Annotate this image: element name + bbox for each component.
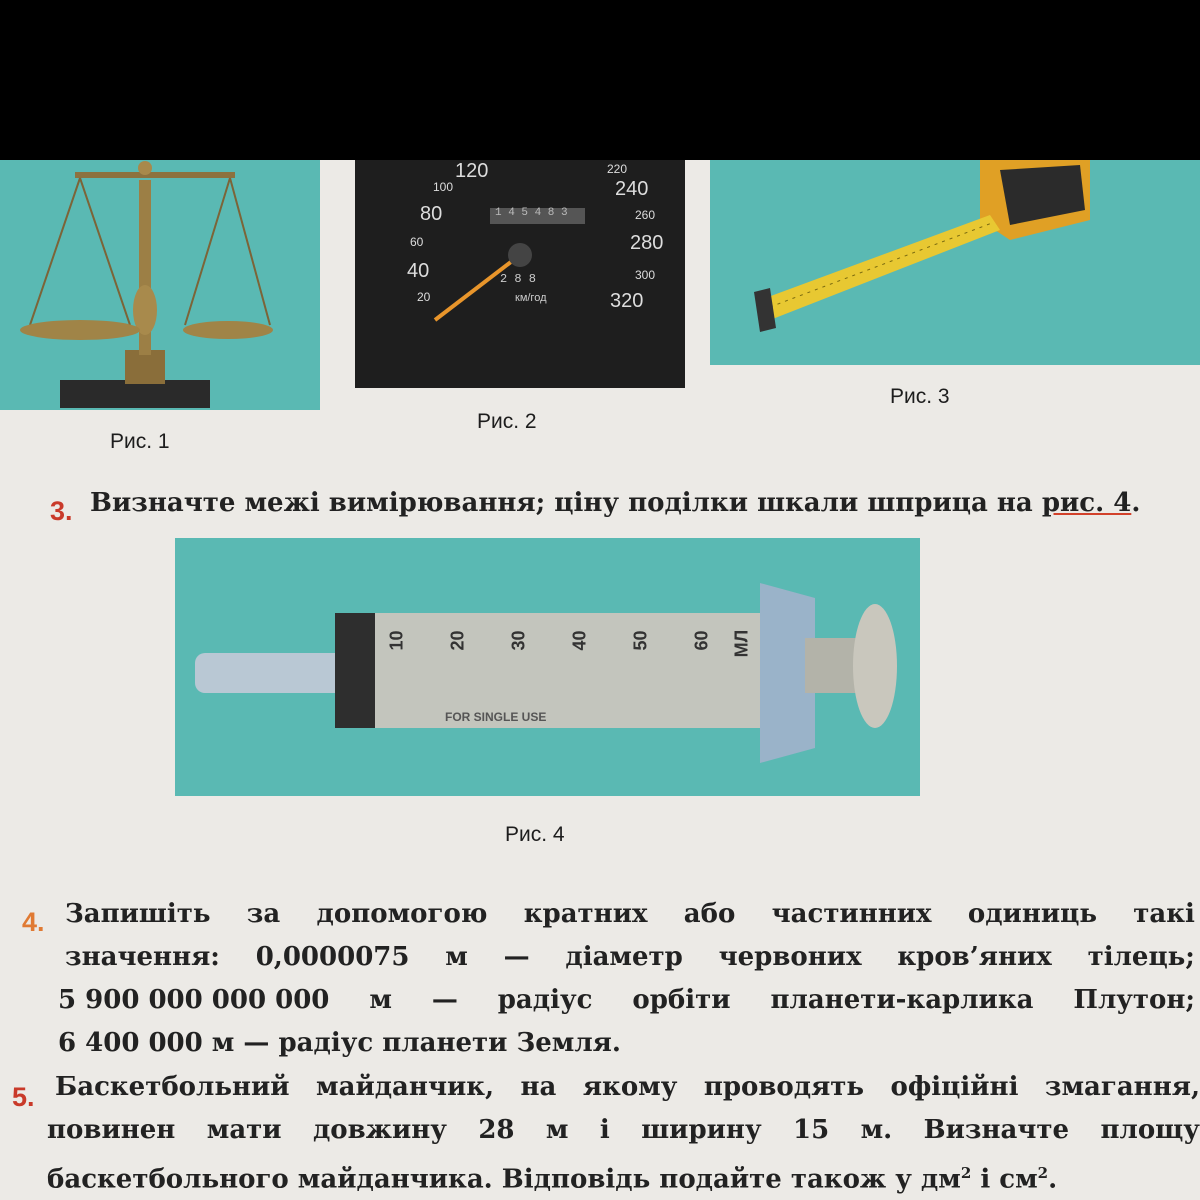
figure-1-scales: [0, 160, 320, 410]
speed-tick-60: 60: [410, 235, 424, 249]
task-4-line-2: значення: 0,0000075 м — діаметр червоних кров’яних тілець;: [65, 942, 1195, 972]
task-3-figure-ref: рис. 4: [1041, 488, 1132, 518]
syringe-mark-10: 10: [386, 630, 407, 651]
syringe-unit-label: МЛ: [731, 629, 752, 658]
syringe-mark-40: 40: [569, 630, 590, 651]
task-4-line-1: Запишіть за допомогою кратних або частинних одиниць такі: [65, 899, 1195, 929]
task-4-line-3: 5 900 000 000 000 м — радіус орбіти планети-карлика Плутон;: [58, 985, 1195, 1015]
task-4-number: 4.: [22, 907, 45, 937]
figure-3-caption: Рис. 3: [890, 385, 950, 408]
speed-tick-280: 280: [630, 232, 664, 254]
figure-2-speedometer: [355, 160, 685, 388]
speed-tick-260: 260: [635, 208, 656, 222]
speed-tick-320: 320: [610, 290, 644, 312]
task-5-text: [47, 1066, 1200, 1200]
speed-tick-220: 220: [607, 162, 628, 176]
figure-4-caption: Рис. 4: [505, 823, 565, 846]
task-4-text: [58, 893, 1195, 1065]
speed-tick-240: 240: [615, 178, 649, 200]
speed-tick-120: 120: [455, 160, 489, 182]
speed-tick-40: 40: [407, 260, 430, 282]
figure-4-syringe: [175, 538, 920, 796]
task-3-end: .: [1131, 488, 1141, 518]
syringe-imprint: FOR SINGLE USE: [445, 710, 547, 724]
syringe-mark-30: 30: [508, 630, 529, 651]
speed-tick-20: 20: [417, 290, 431, 304]
figure-3-tape-measure: [710, 160, 1200, 365]
task-3-body: Визначте межі вимірювання; ціну поділки шкали шприца на: [90, 488, 1033, 518]
figure-2-caption: Рис. 2: [477, 410, 537, 433]
speed-tick-300: 300: [635, 268, 656, 282]
trip-readout: 2 8 8: [500, 272, 537, 286]
speed-tick-100: 100: [433, 180, 454, 194]
syringe-mark-60: 60: [691, 630, 712, 651]
odometer-readout: 1 4 5 4 8 3: [495, 207, 568, 219]
figure-1-caption: Рис. 1: [110, 430, 170, 453]
task-5-line-1: Баскетбольний майданчик, на якому проводять офіційні змагання,: [55, 1072, 1200, 1102]
task-3-text: [90, 482, 1140, 525]
task-5-line-3: баскетбольного майданчика. Відповідь подайте також у $дм^2$ і $см^2$.: [47, 1164, 1058, 1195]
tape-measure-image: [710, 160, 1200, 365]
task-5-line-2: повинен мати довжину 28 м і ширину 15 м. Визначте площу: [47, 1115, 1200, 1145]
task-5-number: 5.: [12, 1082, 35, 1112]
textbook-page: [0, 160, 1200, 1200]
syringe-mark-20: 20: [447, 630, 468, 651]
syringe-mark-50: 50: [630, 630, 651, 651]
speed-unit-label: км/год: [515, 292, 547, 304]
task-4-line-4: 6 400 000 м — радіус планети Земля.: [58, 1028, 621, 1058]
balance-scale-image: [0, 160, 320, 410]
task-3-number: 3.: [50, 496, 73, 526]
speed-tick-80: 80: [420, 203, 443, 225]
